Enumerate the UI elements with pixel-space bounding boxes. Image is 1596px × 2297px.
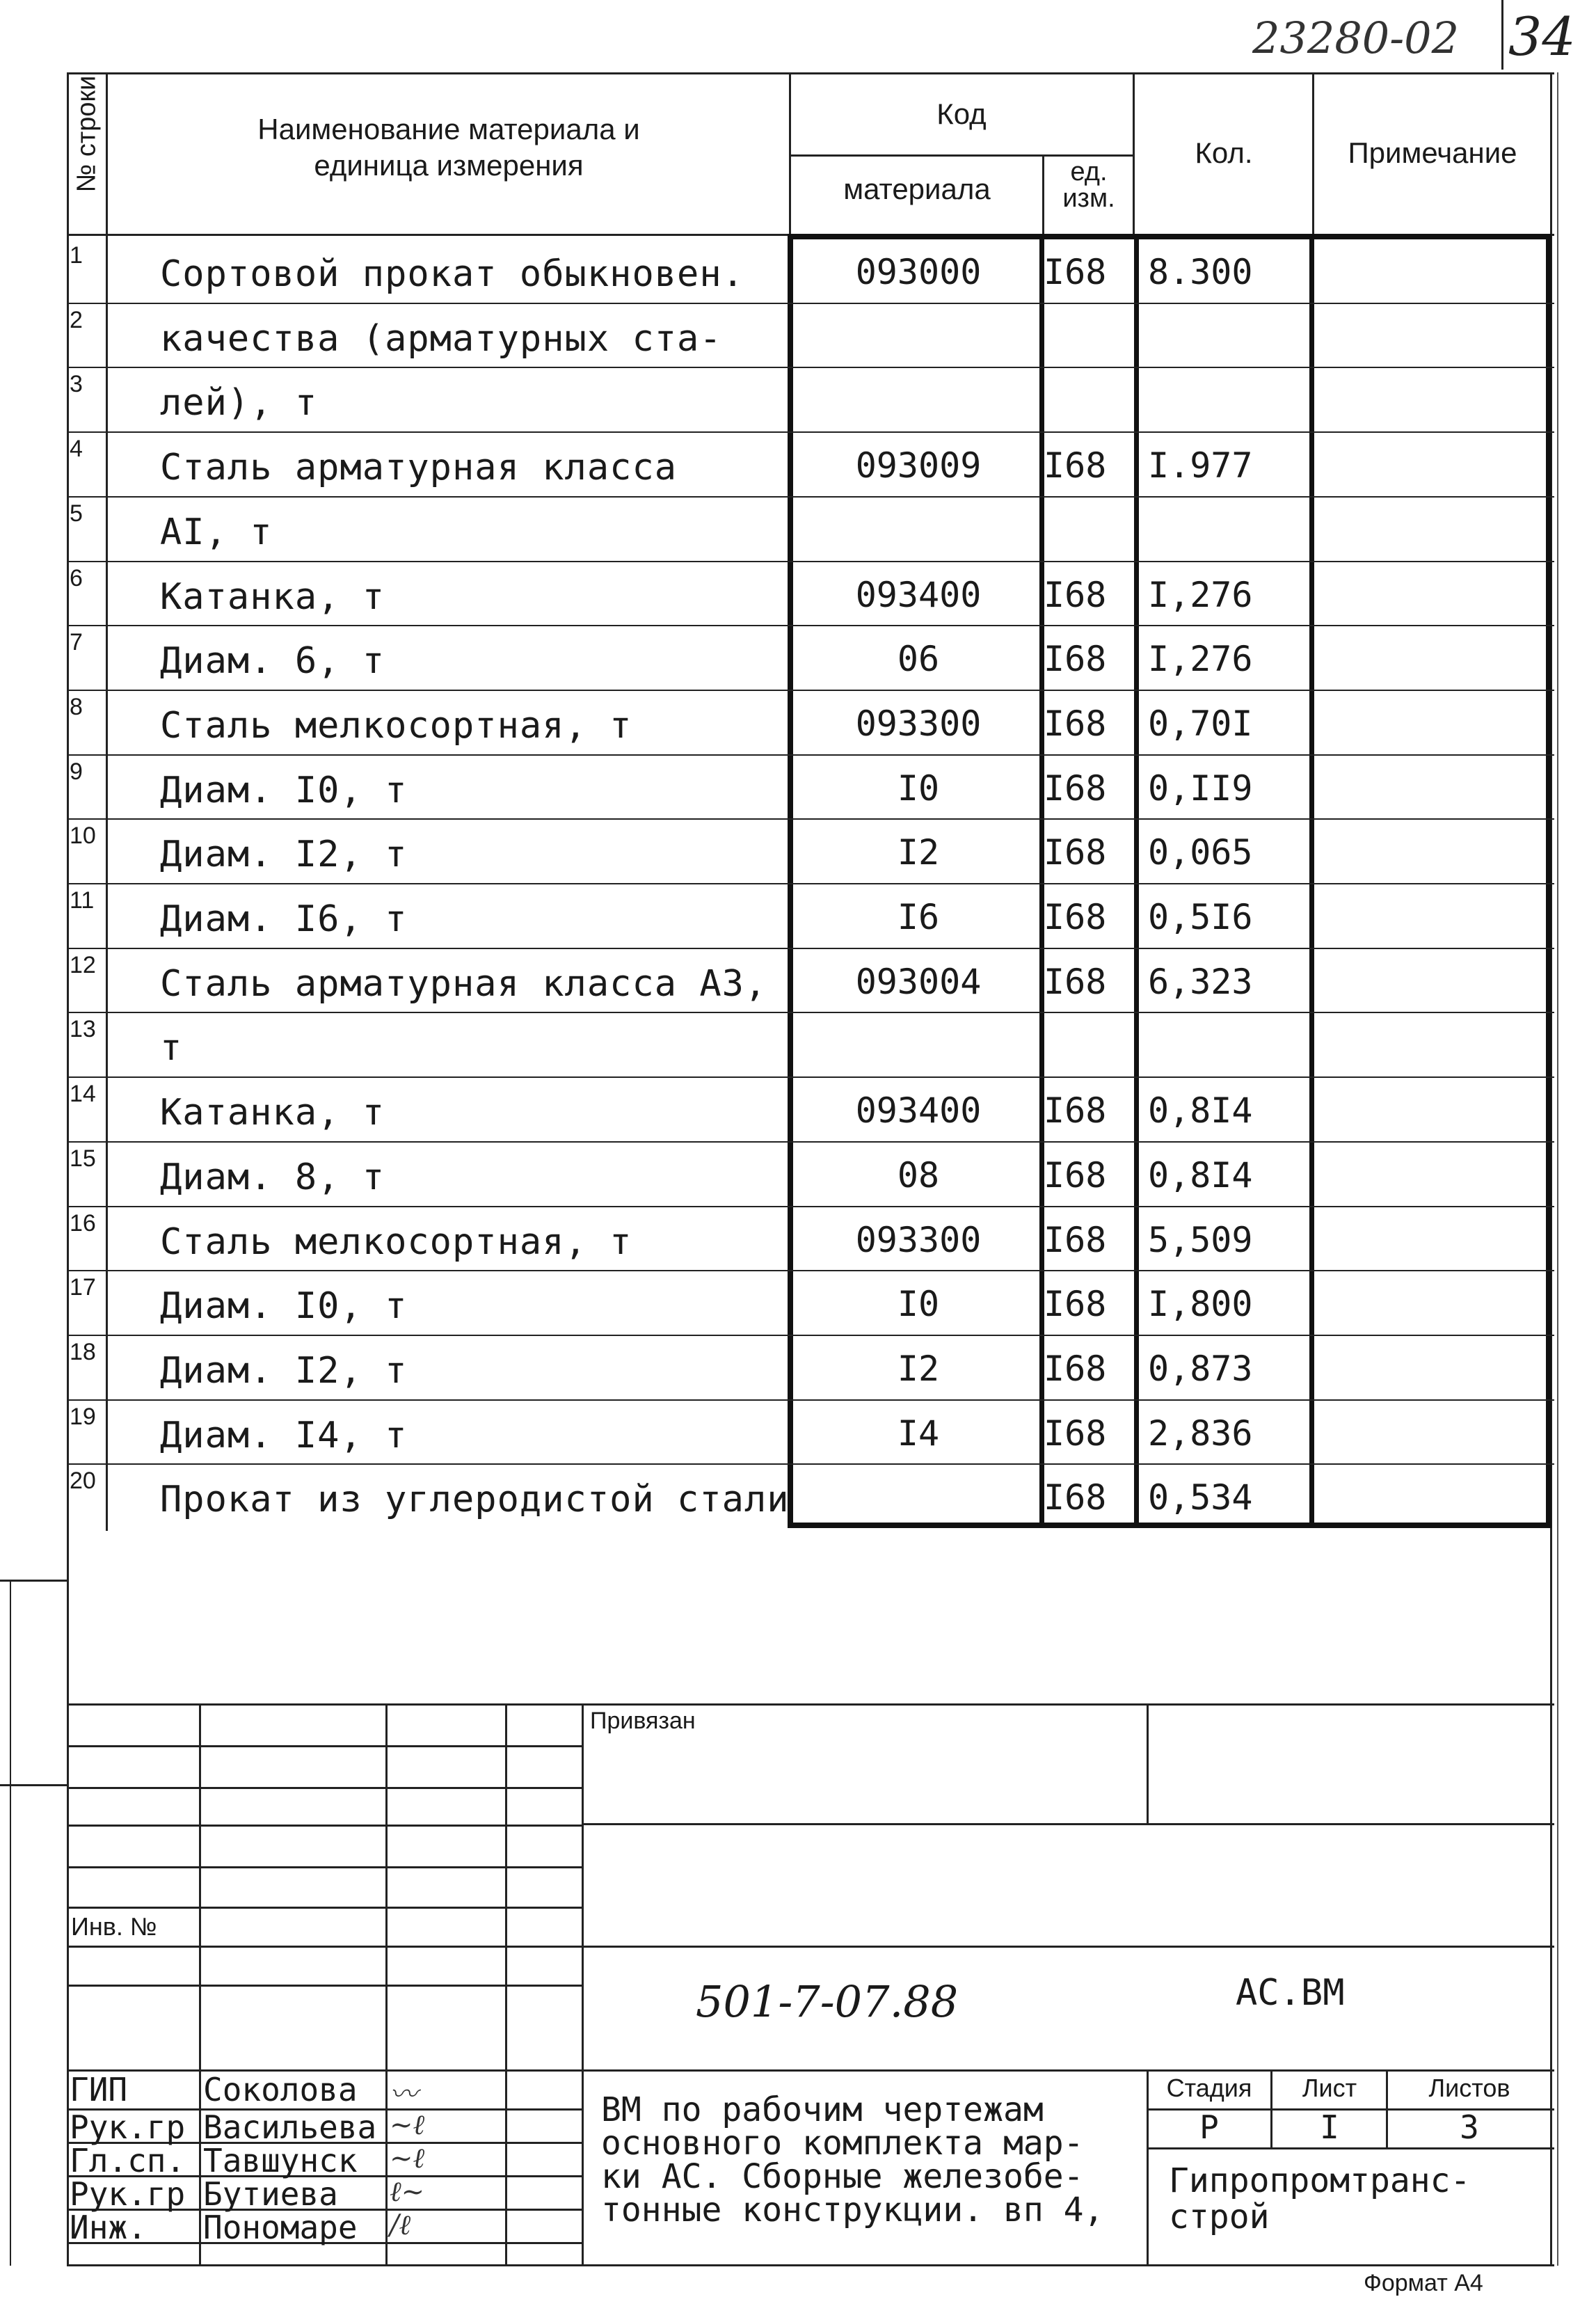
column-header-note: Примечание bbox=[1348, 136, 1517, 169]
row-number: 2 bbox=[70, 306, 83, 333]
column-header-qty: Кол. bbox=[1195, 136, 1253, 169]
material-name: Диам. I0, т bbox=[160, 769, 408, 811]
quantity: 0,II9 bbox=[1148, 768, 1253, 809]
page-number-divider bbox=[1501, 0, 1503, 70]
quantity: 8.300 bbox=[1148, 252, 1253, 292]
row-number: 3 bbox=[70, 371, 83, 398]
material-code: I6 bbox=[897, 897, 940, 937]
material-name: Сортовой прокат обыкновен. bbox=[160, 253, 744, 295]
row-number: 10 bbox=[70, 822, 96, 850]
row-number: 20 bbox=[70, 1468, 96, 1495]
quantity: 0,5I6 bbox=[1148, 897, 1253, 937]
document-description: ВМ по рабочим чертежам основного комплекта мар- ки АС. Сборные железобе- тонные конструкции. вп 4, bbox=[601, 2090, 1104, 2230]
quantity: 0,8I4 bbox=[1148, 1154, 1253, 1195]
quantity: I.977 bbox=[1148, 445, 1253, 486]
person-name: Бутиева bbox=[203, 2175, 338, 2213]
material-name: Сталь арматурная класса bbox=[160, 447, 678, 489]
material-code: I2 bbox=[897, 1348, 940, 1389]
material-name: лей), т bbox=[160, 382, 318, 424]
material-name: Диам. I0, т bbox=[160, 1285, 408, 1328]
row-number: 15 bbox=[70, 1145, 96, 1172]
material-code: 093400 bbox=[855, 574, 982, 615]
quantity: 0,70I bbox=[1148, 703, 1253, 744]
unit-code: I68 bbox=[1044, 1154, 1107, 1195]
material-name: Прокат из углеродистой стали bbox=[160, 1479, 790, 1521]
unit-code: I68 bbox=[1044, 1284, 1107, 1325]
person-role: Рук.гр bbox=[70, 2175, 186, 2213]
sheet-label: Лист bbox=[1302, 2074, 1357, 2102]
unit-code: I68 bbox=[1044, 445, 1107, 486]
unit-code: I68 bbox=[1044, 1477, 1107, 1518]
quantity: 0,873 bbox=[1148, 1348, 1253, 1389]
material-name: Катанка, т bbox=[160, 1092, 385, 1134]
person-name: Пономаре bbox=[203, 2209, 358, 2246]
material-name: Диам. I2, т bbox=[160, 834, 408, 876]
unit-code: I68 bbox=[1044, 703, 1107, 744]
material-name: Диам. 8, т bbox=[160, 1156, 385, 1198]
material-name: AI, т bbox=[160, 511, 273, 553]
signature-3: ~ℓ bbox=[390, 2143, 425, 2175]
signature-4: ℓ~ bbox=[390, 2176, 425, 2208]
quantity: 2,836 bbox=[1148, 1413, 1253, 1454]
row-number: 18 bbox=[70, 1338, 96, 1365]
row-number: 1 bbox=[70, 242, 83, 269]
page-number: 34 bbox=[1508, 6, 1576, 67]
material-name: Диам. I4, т bbox=[160, 1414, 408, 1456]
quantity: I,276 bbox=[1148, 639, 1253, 680]
signature-2: ~ℓ bbox=[390, 2109, 425, 2141]
drawing-mark: АС.ВМ bbox=[1236, 1972, 1345, 2014]
row-number: 6 bbox=[70, 564, 83, 591]
signature-5: /ℓ bbox=[390, 2209, 411, 2241]
row-number: 4 bbox=[70, 436, 83, 463]
unit-code: I68 bbox=[1044, 252, 1107, 292]
person-role: Рук.гр bbox=[70, 2108, 186, 2146]
column-header-name: Наименование материала и единица измерения bbox=[257, 113, 640, 182]
document-code: 23280-02 bbox=[1252, 13, 1460, 63]
unit-code: I68 bbox=[1044, 961, 1107, 1002]
row-number: 7 bbox=[70, 629, 83, 656]
row-number: 17 bbox=[70, 1274, 96, 1301]
sheets-label: Листов bbox=[1428, 2074, 1510, 2102]
material-name: качества (арматурных ста- bbox=[160, 317, 722, 360]
row-number: 11 bbox=[70, 887, 95, 914]
person-name: Васильева bbox=[203, 2108, 377, 2146]
format-label: Формат А4 bbox=[1364, 2270, 1483, 2296]
material-name: Сталь мелкосортная, т bbox=[160, 1221, 632, 1263]
person-role: Гл.сп. bbox=[70, 2142, 186, 2179]
material-name: Сталь мелкосортная, т bbox=[160, 704, 632, 747]
unit-code: I68 bbox=[1044, 768, 1107, 809]
row-number: 14 bbox=[70, 1081, 96, 1108]
material-code: I0 bbox=[897, 768, 940, 809]
material-code: I0 bbox=[897, 1284, 940, 1325]
material-code: 093400 bbox=[855, 1090, 982, 1131]
signature-1: 〰︎ bbox=[390, 2079, 417, 2111]
quantity: 0,8I4 bbox=[1148, 1090, 1253, 1131]
person-role: ГИП bbox=[70, 2071, 128, 2108]
material-code: 093000 bbox=[855, 252, 982, 292]
row-number: 19 bbox=[70, 1403, 96, 1430]
quantity: I,276 bbox=[1148, 574, 1253, 615]
privyazan-label: Привязан bbox=[590, 1708, 696, 1734]
sheets-value: 3 bbox=[1460, 2108, 1479, 2146]
material-name: Диам. I6, т bbox=[160, 898, 408, 940]
quantity: 6,323 bbox=[1148, 961, 1253, 1002]
unit-code: I68 bbox=[1044, 1090, 1107, 1131]
material-code: 093009 bbox=[855, 445, 982, 486]
column-header-code: Код bbox=[936, 97, 987, 130]
inventory-number-label: Инв. № bbox=[71, 1912, 157, 1941]
unit-code: I68 bbox=[1044, 1219, 1107, 1260]
material-name: Диам. 6, т bbox=[160, 640, 385, 683]
row-number: 8 bbox=[70, 693, 83, 720]
unit-code: I68 bbox=[1044, 1348, 1107, 1389]
stage-label: Стадия bbox=[1166, 2074, 1252, 2102]
quantity: 5,509 bbox=[1148, 1219, 1253, 1260]
row-number: 9 bbox=[70, 758, 83, 785]
unit-code: I68 bbox=[1044, 574, 1107, 615]
person-role: Инж. bbox=[70, 2209, 147, 2246]
unit-code: I68 bbox=[1044, 639, 1107, 680]
material-name: Диам. I2, т bbox=[160, 1349, 408, 1392]
material-code: 093004 bbox=[855, 961, 982, 1002]
material-name: Сталь арматурная класса А3, bbox=[160, 962, 767, 1005]
person-name: Соколова bbox=[203, 2071, 358, 2108]
quantity: 0,065 bbox=[1148, 832, 1253, 873]
material-code: I2 bbox=[897, 832, 940, 873]
row-number: 12 bbox=[70, 951, 96, 978]
stage-value: Р bbox=[1199, 2108, 1219, 2146]
column-header-code-material: материала bbox=[843, 173, 991, 205]
row-number: 5 bbox=[70, 500, 83, 527]
project-code: 501-7-07.88 bbox=[696, 1976, 959, 2027]
material-name: Катанка, т bbox=[160, 575, 385, 618]
unit-code: I68 bbox=[1044, 832, 1107, 873]
quantity: I,800 bbox=[1148, 1284, 1253, 1325]
row-number: 16 bbox=[70, 1209, 96, 1237]
column-header-code-unit: ед. изм. bbox=[1062, 157, 1115, 213]
material-name: т bbox=[160, 1027, 183, 1070]
person-name: Тавшунск bbox=[203, 2142, 358, 2179]
material-code: 093300 bbox=[855, 1219, 982, 1260]
row-number: 13 bbox=[70, 1016, 96, 1043]
material-code: I4 bbox=[897, 1413, 940, 1454]
organization-name: Гипропромтранс- строй bbox=[1169, 2161, 1471, 2236]
quantity: 0,534 bbox=[1148, 1477, 1253, 1518]
unit-code: I68 bbox=[1044, 1413, 1107, 1454]
unit-code: I68 bbox=[1044, 897, 1107, 937]
material-code: 08 bbox=[897, 1154, 940, 1195]
material-code: 093300 bbox=[855, 703, 982, 744]
material-code: 06 bbox=[897, 639, 940, 680]
column-header-row-no: № строки bbox=[72, 75, 102, 193]
sheet-value: I bbox=[1320, 2108, 1339, 2146]
